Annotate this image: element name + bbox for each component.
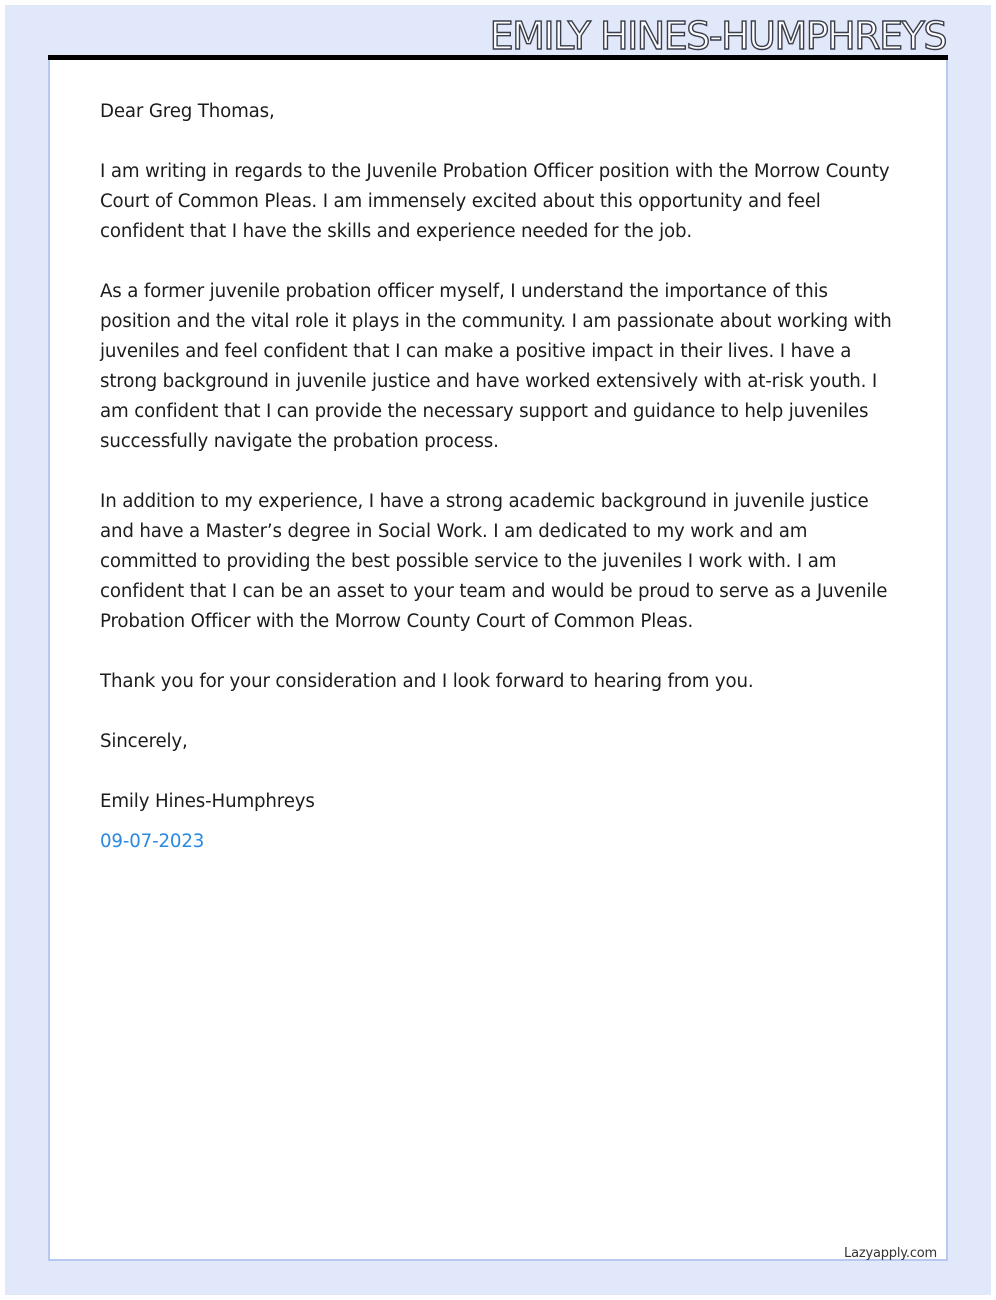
cover-letter-body <box>100 97 900 857</box>
applicant-name-heading: EMILY HINES-HUMPHREYS <box>489 14 946 58</box>
letter-paragraph: In addition to my experience, I have a strong academic background in juvenile justice and have a Master’s degree in Social Work. I am dedicated to my work and am committed to providing the best possible service to the juveniles I work with. I am confident that I can be an asset to your team and would be proud to serve as a Juvenile Probation Officer with the Morrow County Court of Common Pleas. <box>100 491 888 632</box>
letter-date: 09-07-2023 <box>100 831 205 852</box>
letter-closing: Sincerely, <box>100 731 188 752</box>
letter-paragraph: As a former juvenile probation officer myself, I understand the importance of this position and the vital role it plays in the community. I am passionate about working with juveniles and feel confident that I can make a positive impact in their lives. I have a strong background in juvenile justice and have worked extensively with at-risk youth. I am confident that I can provide the necessary support and guidance to help juveniles successfully navigate the probation process. <box>100 281 892 452</box>
letter-greeting: Dear Greg Thomas, <box>100 101 275 122</box>
lazyapply-watermark: Lazyapply.com <box>844 1246 937 1261</box>
letter-signature: Emily Hines-Humphreys <box>100 791 315 812</box>
letter-paragraph: Thank you for your consideration and I look forward to hearing from you. <box>100 671 754 692</box>
letter-paragraph: I am writing in regards to the Juvenile Probation Officer position with the Morrow County Court of Common Pleas. I am immensely excited about this opportunity and feel confident that I have the skills and experience needed for the job. <box>100 161 890 242</box>
